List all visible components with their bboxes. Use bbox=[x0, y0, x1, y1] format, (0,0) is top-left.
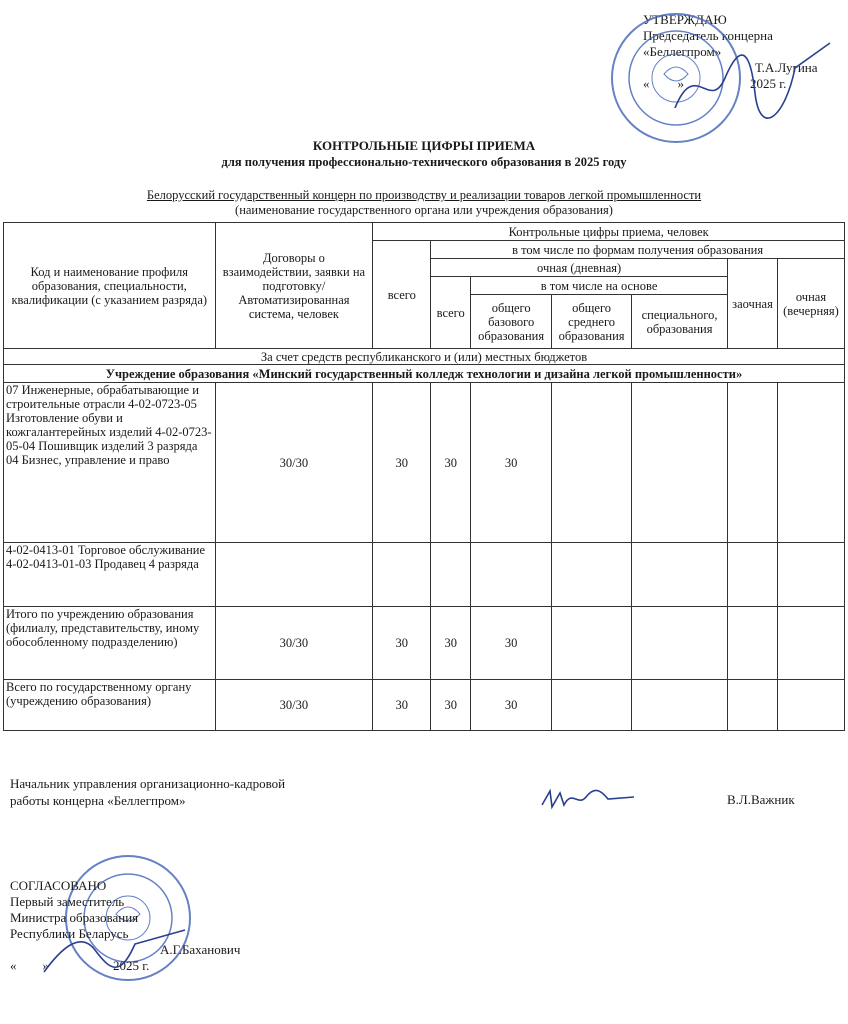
header-control-figures: Контрольные цифры приема, человек bbox=[373, 223, 845, 241]
approval-date-open: « bbox=[643, 76, 650, 91]
header-forms: в том числе по формам получения образования bbox=[431, 241, 845, 259]
header-total: всего bbox=[373, 241, 431, 349]
row2-total bbox=[373, 543, 431, 607]
row4-basic: 30 bbox=[471, 680, 552, 731]
row2-extramural bbox=[728, 543, 778, 607]
row4-fulltime-total: 30 bbox=[431, 680, 471, 731]
agreement-position-line1: Первый заместитель bbox=[10, 894, 125, 909]
row2-basic bbox=[471, 543, 552, 607]
table-row bbox=[4, 607, 845, 680]
funding-row: За счет средств республиканского и (или) местных бюджетов bbox=[4, 349, 845, 365]
organization-note: (наименование государственного органа или учреждения образования) bbox=[235, 203, 613, 217]
row2-evening bbox=[777, 543, 844, 607]
signature-block bbox=[10, 775, 285, 809]
row4-special bbox=[632, 680, 728, 731]
approval-heading: УТВЕРЖДАЮ bbox=[643, 12, 727, 27]
header-secondary: общего среднего образования bbox=[552, 295, 632, 349]
organization-block bbox=[0, 188, 848, 218]
row3-basic: 30 bbox=[471, 607, 552, 680]
row1-special bbox=[632, 383, 728, 543]
agreement-position-line3: Республики Беларусь bbox=[10, 926, 129, 941]
approval-position: Председатель концерна bbox=[643, 28, 773, 43]
agreement-signature-icon bbox=[40, 920, 190, 980]
row3-profile: Итого по учреждению образования (филиалу, представительству, иному обособленному подразделению) bbox=[4, 607, 216, 680]
agreement-name: А.Г.Баханович bbox=[160, 942, 241, 957]
approval-year: 2025 г. bbox=[750, 76, 787, 91]
document-subtitle: для получения профессионально-технического образования в 2025 году bbox=[221, 155, 627, 169]
row1-secondary bbox=[552, 383, 632, 543]
admission-table bbox=[3, 222, 845, 731]
signature-position-line2: работы концерна «Беллегпром» bbox=[10, 793, 186, 808]
row3-total: 30 bbox=[373, 607, 431, 680]
header-contracts: Договоры о взаимодействии, заявки на подготовку/ Автоматизированная система, человек bbox=[215, 223, 373, 349]
table-row bbox=[4, 680, 845, 731]
row1-extramural bbox=[728, 383, 778, 543]
header-fulltime-total: всего bbox=[431, 277, 471, 349]
approval-name: Т.А.Лугина bbox=[755, 60, 818, 75]
organization-name: Белорусский государственный концерн по производству и реализации товаров легкой промышленности bbox=[146, 188, 702, 202]
row1-contracts: 30/30 bbox=[215, 383, 373, 543]
row2-fulltime-total bbox=[431, 543, 471, 607]
agreement-heading: СОГЛАСОВАНО bbox=[10, 878, 107, 893]
row2-contracts bbox=[215, 543, 373, 607]
row2-special bbox=[632, 543, 728, 607]
header-basis: в том числе на основе bbox=[471, 277, 728, 295]
row1-basic: 30 bbox=[471, 383, 552, 543]
agreement-date-open: « bbox=[10, 958, 17, 973]
row2-secondary bbox=[552, 543, 632, 607]
agreement-date-close: » bbox=[42, 958, 49, 973]
approval-date-close: » bbox=[677, 76, 684, 91]
row1-fulltime-total: 30 bbox=[431, 383, 471, 543]
agreement-position-line2: Министра образования bbox=[10, 910, 139, 925]
header-profile: Код и наименование профиля образования, специальности, квалификации (с указанием разряда) bbox=[4, 223, 216, 349]
header-fulltime: очная (дневная) bbox=[431, 259, 728, 277]
row3-evening bbox=[777, 607, 844, 680]
row4-contracts: 30/30 bbox=[215, 680, 373, 731]
document-title: КОНТРОЛЬНЫЕ ЦИФРЫ ПРИЕМА bbox=[312, 138, 536, 153]
row1-total: 30 bbox=[373, 383, 431, 543]
row4-profile: Всего по государственному органу (учреждению образования) bbox=[4, 680, 216, 731]
agreement-year: 2025 г. bbox=[113, 958, 150, 973]
row4-total: 30 bbox=[373, 680, 431, 731]
header-extramural: заочная bbox=[728, 259, 778, 349]
row1-evening bbox=[777, 383, 844, 543]
row4-extramural bbox=[728, 680, 778, 731]
row3-extramural bbox=[728, 607, 778, 680]
header-basic: общего базового образования bbox=[471, 295, 552, 349]
signature-icon bbox=[538, 785, 638, 813]
row3-contracts: 30/30 bbox=[215, 607, 373, 680]
row2-profile: 4-02-0413-01 Торговое обслуживание 4-02-0413-01-03 Продавец 4 разряда bbox=[4, 543, 216, 607]
row1-profile: 07 Инженерные, обрабатывающие и строительные отрасли 4-02-0723-05 Изготовление обуви и кожгалантерейных изделий 4-02-0723-05-04 Пошивщик изделий 3 разряда 04 Бизнес, управление и право bbox=[4, 383, 216, 543]
header-evening: очная (вечерняя) bbox=[777, 259, 844, 349]
row4-evening bbox=[777, 680, 844, 731]
approval-signature-icon bbox=[665, 38, 835, 128]
row4-secondary bbox=[552, 680, 632, 731]
signature-name: В.Л.Важник bbox=[727, 792, 795, 807]
header-special: специального, образования bbox=[632, 295, 728, 349]
table-row bbox=[4, 543, 845, 607]
row3-special bbox=[632, 607, 728, 680]
signature-position-line1: Начальник управления организационно-кадровой bbox=[10, 776, 286, 791]
table-row bbox=[4, 383, 845, 543]
institution-row: Учреждение образования «Минский государственный колледж технологии и дизайна легкой промышленности» bbox=[4, 365, 845, 383]
approval-organization: «Беллегпром» bbox=[643, 44, 722, 59]
row3-secondary bbox=[552, 607, 632, 680]
row3-fulltime-total: 30 bbox=[431, 607, 471, 680]
